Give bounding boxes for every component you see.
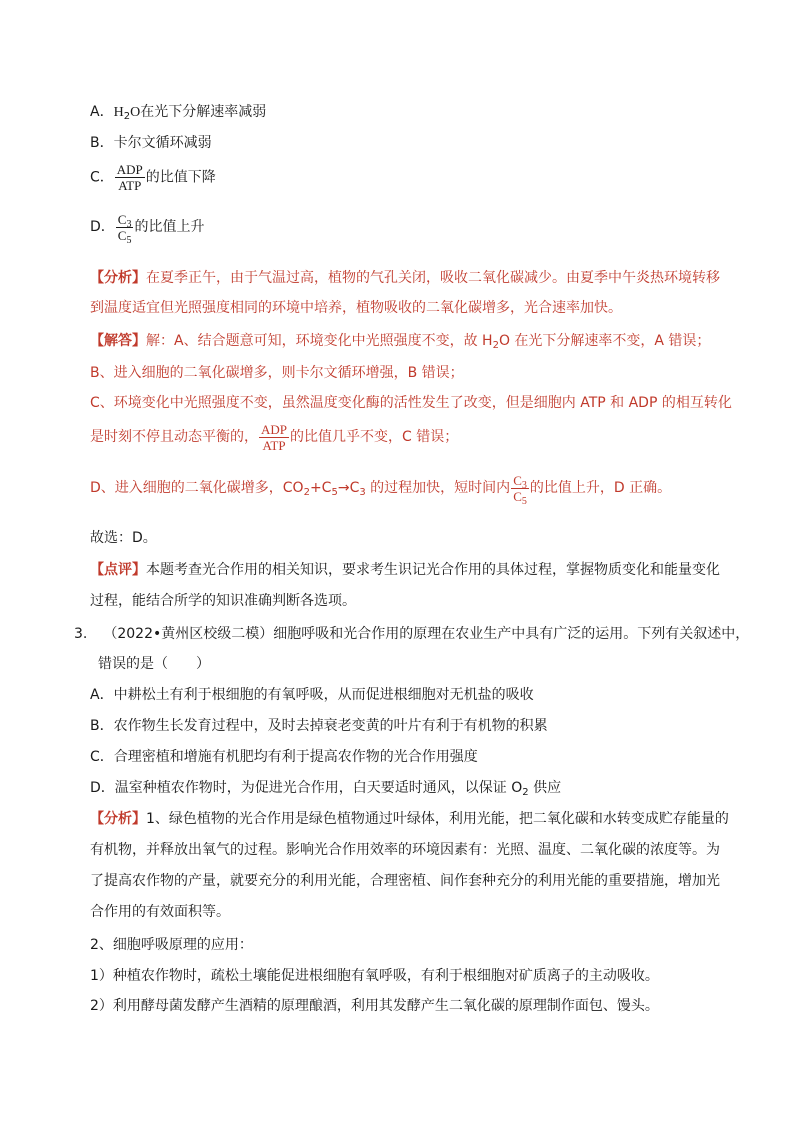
q3-point-2: 2、细胞呼吸原理的应用： [90, 937, 253, 953]
answer-d-text: →C [337, 480, 360, 496]
question-number: 3. [74, 626, 88, 642]
fraction-adp-atp [259, 422, 289, 453]
fraction-denominator: C [117, 227, 127, 243]
subscript: 5 [331, 487, 338, 498]
fraction-c3-c5 [116, 211, 134, 246]
q3-option-d-text-end: 供应 [528, 780, 562, 796]
q3-analysis-paragraph [90, 809, 729, 829]
fraction-numerator: ADP [261, 421, 288, 437]
q3-option-d-text: D．温室种植农作物时，为促进光合作用，白天要适时通风，以保证 O [90, 780, 523, 796]
answer-c-line2 [90, 420, 458, 454]
answer-a-text: 解：A、结合题意可知，环境变化中光照强度不变，故 H [146, 333, 493, 349]
q3-analysis-line3: 了提高农作物的产量，就要充分的利用光能，合理密植、间作套种充分的利用光能的重要措施，增加光 [90, 873, 720, 889]
fraction-c3-c5 [511, 472, 529, 507]
answer-paragraph [90, 331, 710, 351]
fraction-numerator: C [513, 472, 522, 488]
option-a-prefix: A． [90, 104, 114, 120]
q3-analysis-line2: 有机物，并释放出氧气的过程。影响光合作用效率的环境因素有：光照、温度、二氧化碳的浓度等。为 [90, 842, 720, 858]
analysis-text: 1、绿色植物的光合作用是绿色植物通过叶绿体，利用光能，把二氧化碳和水转变成贮存能量的 [146, 811, 729, 827]
q3-point-2-1: 1）种植农作物时，疏松土壤能促进根细胞有氧呼吸，有利于根细胞对矿质离子的主动吸收。 [90, 968, 659, 984]
question-stem: （2022•黄州区校级二模）细胞呼吸和光合作用的原理在农业生产中具有广泛的运用。下列有关叙述中， [103, 626, 750, 642]
answer-d-text: 的过程加快，短时间内 [365, 480, 511, 496]
comment-text: 本题考查光合作用的相关知识，要求考生识记光合作用的具体过程，掌握物质变化和能量变化 [146, 562, 720, 578]
comment-paragraph [90, 560, 720, 580]
subscript: 5 [126, 234, 132, 246]
option-c [90, 162, 216, 193]
answer-tag: 【解答】 [90, 333, 146, 349]
option-a-text: 在光下分解速率减弱 [140, 104, 267, 120]
fraction-adp-atp [115, 162, 145, 193]
q3-option-b: B．农作物生长发育过程中，及时去掉衰老变黄的叶片有利于有机物的积累 [90, 718, 548, 734]
subscript: 3 [521, 479, 527, 491]
answer-b: B、进入细胞的二氧化碳增多，则卡尔文循环增强，B 错误； [90, 365, 464, 381]
analysis-text: 在夏季正午，由于气温过高，植物的气孔关闭，吸收二氧化碳减少。由夏季中午炎热环境转移 [146, 270, 720, 286]
option-c-prefix: C． [90, 169, 114, 186]
answer-a-text-end: O 在光下分解速率不变，A 错误； [498, 333, 711, 349]
q3-option-a: A．中耕松土有利于根细胞的有氧呼吸，从而促进根细胞对无机盐的吸收 [90, 687, 534, 703]
analysis-paragraph [90, 268, 720, 288]
subscript: 2 [522, 787, 529, 798]
analysis-tag: 【分析】 [90, 270, 146, 286]
option-a [90, 102, 266, 123]
fraction-numerator: C [117, 211, 127, 227]
subscript: 2 [303, 487, 310, 498]
answer-c-text: 是时刻不停且动态平衡的， [90, 429, 258, 445]
formula-o: O [130, 105, 141, 120]
q3-option-c: C．合理密植和增施有机肥均有利于提高农作物的光合作用强度 [90, 749, 478, 765]
subscript: 2 [492, 340, 499, 351]
answer-c-text-end: 的比值几乎不变，C 错误； [290, 429, 459, 445]
analysis-text-line2: 到温度适宜但光照强度相同的环境中培养，植物吸收的二氧化碳增多，光合速率加快。 [90, 300, 622, 316]
answer-d-text: D、进入细胞的二氧化碳增多，CO [90, 480, 304, 496]
question-3-stem-line2: 错误的是（ ） [98, 656, 210, 672]
choose-answer: 故选：D。 [90, 530, 157, 546]
option-b: B．卡尔文循环减弱 [90, 135, 212, 151]
option-d-prefix: D． [90, 219, 115, 235]
fraction-numerator: ADP [116, 162, 143, 177]
answer-d-text-end: 的比值上升，D 正确。 [529, 480, 672, 496]
question-3-stem [74, 624, 749, 644]
comment-tag: 【点评】 [90, 562, 146, 578]
q3-point-2-2: 2）利用酵母菌发酵产生酒精的原理酿酒，利用其发酵产生二氧化碳的原理制作面包、馒头。 [90, 998, 659, 1014]
fraction-denominator: ATP [262, 437, 286, 453]
option-d [90, 210, 204, 244]
q3-option-d [90, 778, 561, 798]
answer-c-line1: C、环境变化中光照强度不变，虽然温度变化酶的活性发生了改变，但是细胞内 ATP 和 ADP 的相互转化 [90, 395, 732, 411]
comment-text-line2: 过程，能结合所学的知识准确判断各选项。 [90, 593, 356, 609]
analysis-tag: 【分析】 [90, 811, 146, 827]
option-d-text: 的比值上升 [134, 219, 205, 235]
subscript: 2 [123, 111, 131, 122]
q3-analysis-line4: 合作用的有效面积等。 [90, 904, 230, 920]
formula-h: H [113, 105, 124, 120]
subscript: 3 [359, 487, 366, 498]
option-c-text: 的比值下降 [145, 169, 216, 186]
fraction-denominator: C [513, 488, 522, 504]
answer-d-text: +C [309, 480, 332, 496]
answer-d [90, 468, 671, 508]
subscript: 3 [126, 218, 132, 230]
fraction-denominator: ATP [118, 178, 142, 193]
subscript: 5 [521, 495, 527, 507]
